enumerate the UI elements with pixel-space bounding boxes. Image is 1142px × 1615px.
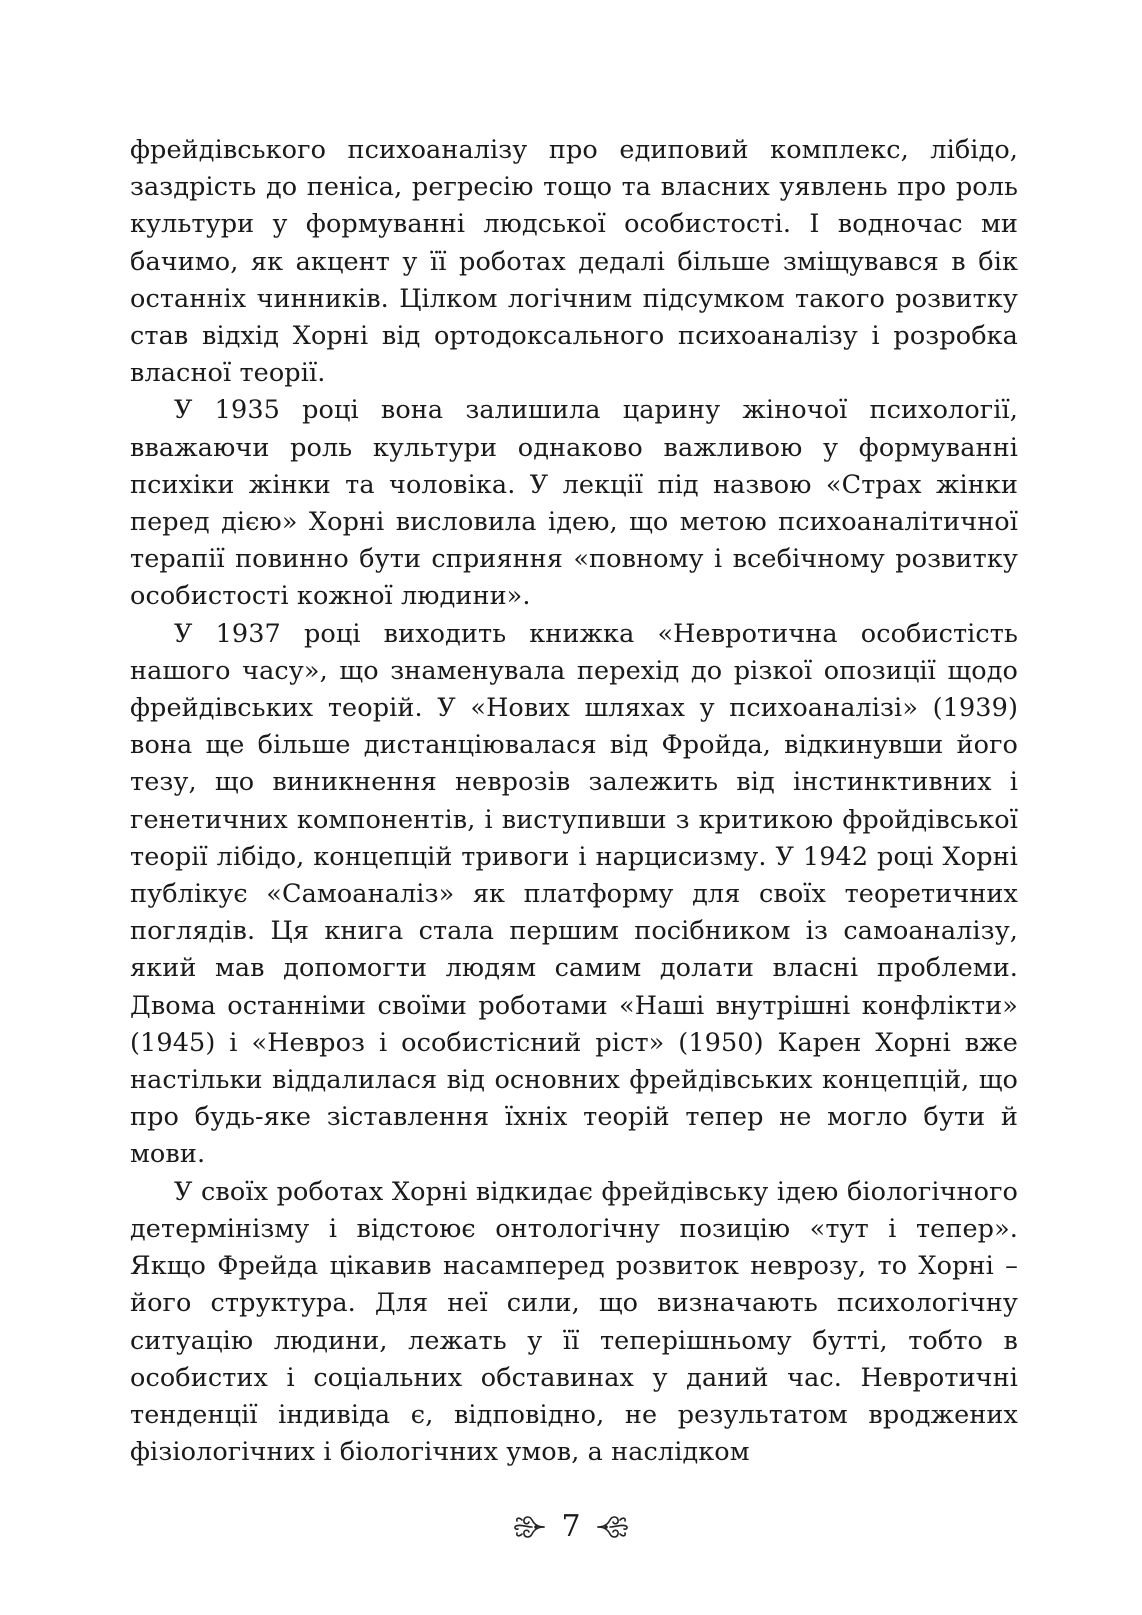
page-number: 7 xyxy=(561,1509,581,1544)
page-footer xyxy=(0,1508,1142,1545)
paragraph-works: У своїх роботах Хорні відкидає фрейдівську ідею біологічного детермінізму і відстоює онтологічну позицію «тут і тепер». Якщо Фрейда цікавив насамперед розвиток неврозу, то Хорні – його структура. Для неї сили, що визначають психологічну ситуацію людини, лежать у її теперішньому бутті, тобто в особистих і соціальних обставинах у даний час. Невротичні тенденції індивіда є, відповідно, не результатом вроджених фізіологічних і біологічних умов, а наслідком xyxy=(130,1176,1018,1468)
right-flourish-icon xyxy=(596,1512,630,1542)
paragraph-1935: У 1935 році вона залишила царину жіночої психології, вважаючи роль культури однаково важливою у формуванні психіки жінки та чоловіка. У лекції під назвою «Страх жінки перед дією» Хорні висловила ідею, що метою психоаналітичної терапії повинно бути сприяння «повному і всебічному розвитку особистості кожної людини». xyxy=(130,395,1018,612)
paragraph-1937: У 1937 році виходить книжка «Невротична особистість нашого часу», що знаменувала перехід до різкої опозиції щодо фрейдівських теорій. У «Нових шляхах у психоаналізі» (1939) вона ще більше дистанціювалася від Фройда, відкинувши його тезу, що виникнення неврозів залежить від інстинктивних і генетичних компонентів, і виступивши з критикою фройдівської теорії лібідо, концепцій тривоги і нарцисизму. У 1942 році Хорні публікує «Самоаналіз» як платформу для своїх теоретичних поглядів. Ця книга стала першим посібником із самоаналізу, який мав допомогти людям самим долати власні проблеми. Двома останніми своїми роботами «Наші внутрішні конфлікти» (1945) і «Невроз і особистісний ріст» (1950) Карен Хорні вже настільки віддалилася від основних фрейдівських концепцій, що про будь-яке зіставлення їхніх теорій тепер не могло бути й мови. xyxy=(130,618,1018,1170)
paragraph-continued: фрейдівського психоаналізу про едиповий комплекс, лібідо, заздрість до пеніса, регресію тощо та власних уявлень про роль культури у формуванні людської особистості. І водночас ми бачимо, як акцент у її роботах дедалі більше зміщувався в бік останніх чинників. Цілком логічним підсумком такого розвитку став відхід Хорні від ортодоксального психоаналізу і розробка власної теорії. xyxy=(130,135,1018,389)
left-flourish-icon xyxy=(512,1512,546,1542)
body-text xyxy=(130,132,1018,1471)
